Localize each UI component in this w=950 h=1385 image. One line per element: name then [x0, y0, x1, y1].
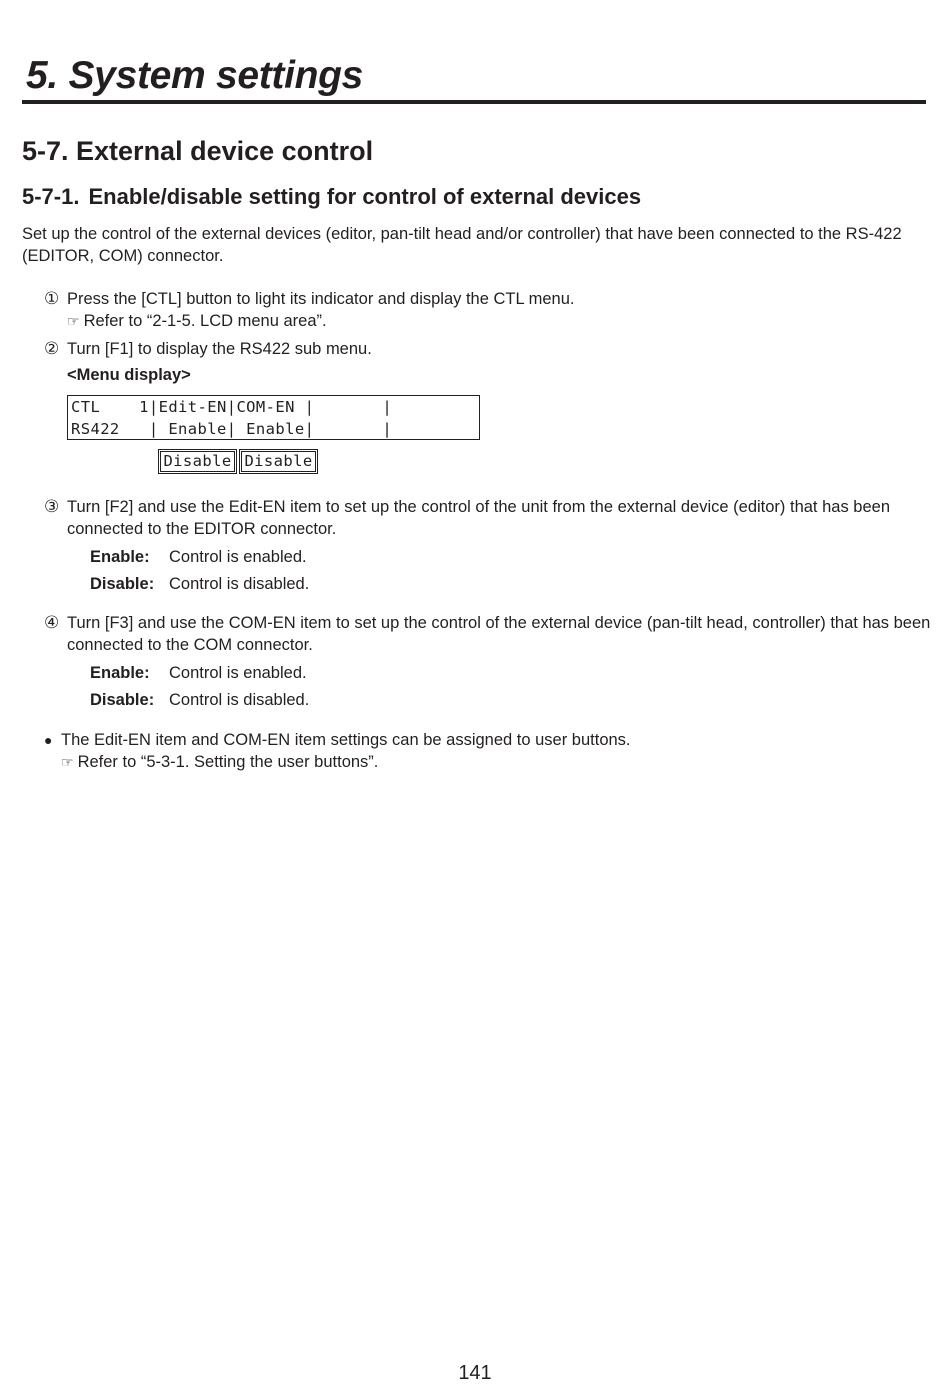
pointing-hand-icon: ☞ — [61, 754, 74, 770]
lcd-option-edit-en — [158, 449, 237, 474]
step-text: Turn [F2] and use the Edit-EN item to set up the control of the unit from the external device (editor) that has been connected to the EDITOR connector. — [67, 498, 890, 538]
subsection-title-text: Enable/disable setting for control of external devices — [88, 184, 642, 209]
option-key: Enable: — [90, 664, 150, 682]
lcd-option-com-en — [239, 449, 318, 474]
cross-reference — [67, 310, 927, 332]
section-title: 5-7. External device control — [22, 136, 374, 166]
lcd-row-2: RS422 | Enable| Enable| | — [71, 420, 393, 438]
step-text: Turn [F1] to display the RS422 sub menu. — [67, 340, 372, 358]
step-text: Press the [CTL] button to light its indicator and display the CTL menu. — [67, 290, 575, 308]
subsection-number: 5-7-1. — [22, 184, 80, 209]
lcd-row-1: CTL 1|Edit-EN|COM-EN | | — [71, 398, 393, 416]
pointing-hand-icon: ☞ — [67, 313, 80, 329]
reference-text: Refer to “5-3-1. Setting the user buttons”. — [77, 753, 379, 771]
step-marker: ③ — [44, 497, 60, 516]
subsection-title — [22, 184, 641, 210]
lcd-option-text: Disable — [160, 451, 235, 472]
chapter-header — [22, 50, 926, 104]
note-text: The Edit-EN item and COM-EN item settings can be assigned to user buttons. — [61, 731, 631, 749]
step-marker: ① — [44, 289, 60, 308]
option-disable — [90, 689, 309, 711]
cross-reference — [61, 751, 631, 773]
option-key: Disable: — [90, 575, 155, 593]
option-enable — [90, 662, 307, 684]
menu-display-label: <Menu display> — [67, 366, 191, 384]
page-number: 141 — [458, 1362, 492, 1384]
intro-paragraph: Set up the control of the external devices (editor, pan-tilt head and/or controller) that have been connected to the RS-422 (EDITOR, COM) connector. — [22, 225, 902, 265]
lcd-option-text: Disable — [241, 451, 316, 472]
step-text: Turn [F3] and use the COM-EN item to set up the control of the external device (pan-tilt head, controller) that has been connected to the COM connector. — [67, 614, 931, 654]
option-value: Control is disabled. — [169, 691, 310, 709]
option-key: Enable: — [90, 548, 150, 566]
option-key: Disable: — [90, 691, 155, 709]
option-value: Control is enabled. — [169, 664, 307, 682]
bullet-icon: ● — [44, 732, 53, 748]
option-value: Control is disabled. — [169, 575, 310, 593]
reference-text: Refer to “2-1-5. LCD menu area”. — [83, 312, 327, 330]
option-disable — [90, 573, 309, 595]
chapter-title: 5. System settings — [26, 54, 364, 97]
step-marker: ② — [44, 339, 60, 358]
option-value: Control is enabled. — [169, 548, 307, 566]
option-enable — [90, 546, 307, 568]
lcd-menu-display — [67, 395, 480, 440]
step-marker: ④ — [44, 613, 60, 632]
